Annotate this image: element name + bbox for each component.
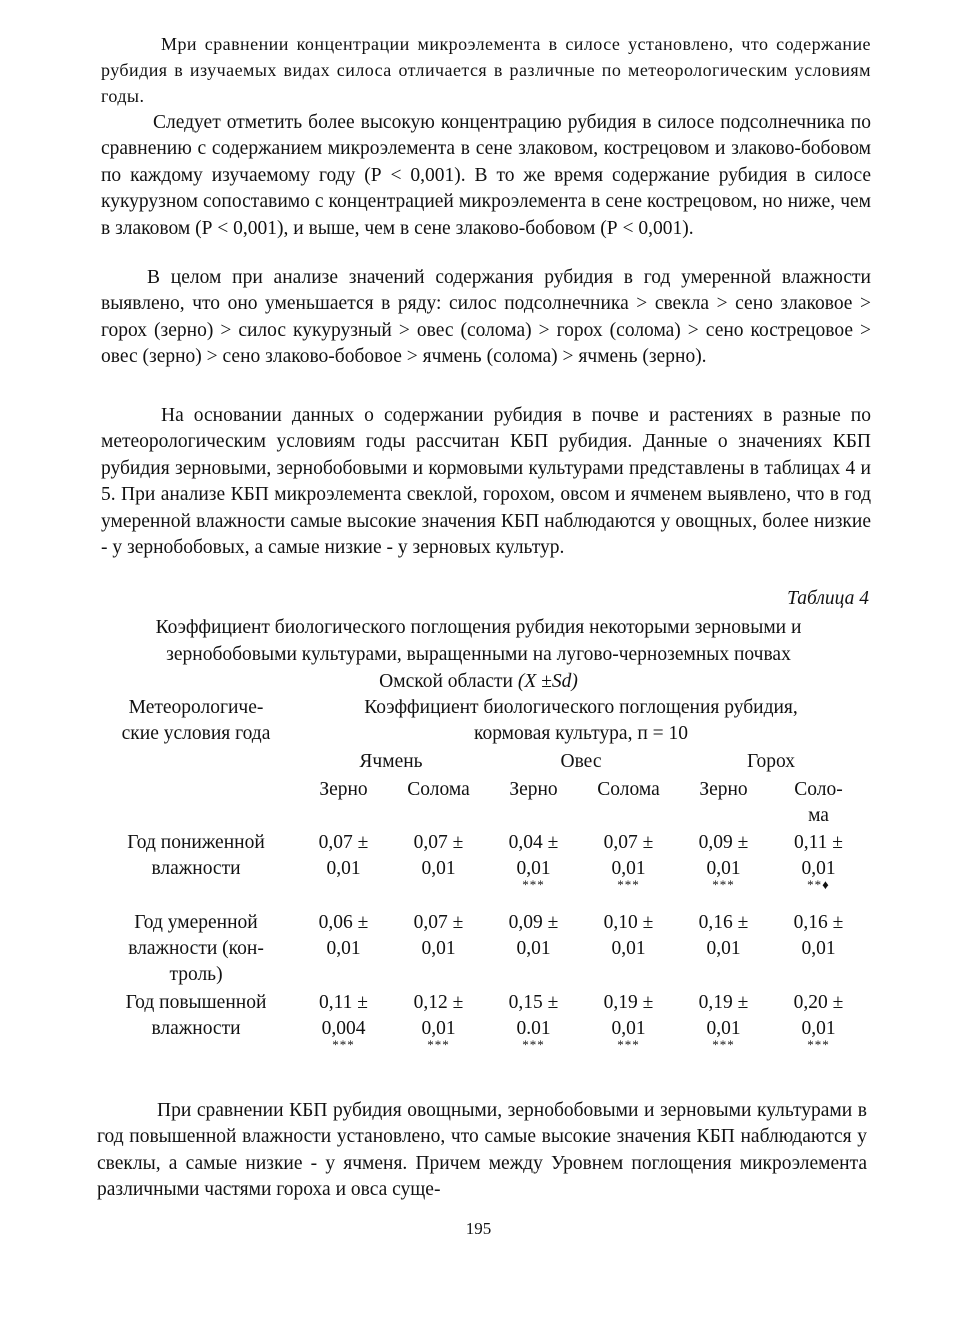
part-header-straw: Соло- bbox=[794, 779, 843, 800]
table-cell-mean: 0,11 ± bbox=[794, 832, 843, 853]
table-cell-mean: 0,10 ± bbox=[603, 912, 654, 933]
table-cell-sd: 0,01 bbox=[611, 858, 646, 879]
row-header-line-2: ские условия года bbox=[121, 723, 271, 744]
part-header-grain: Зерно bbox=[699, 779, 748, 800]
significance-marker: *** bbox=[807, 1037, 830, 1052]
table-cell-sd: 0,01 bbox=[421, 1018, 456, 1039]
significance-marker: *** bbox=[617, 877, 640, 892]
table-caption-line-1: Коэффициент биологического поглощения рубидия некоторыми зерновыми и bbox=[155, 617, 802, 638]
significance-marker: *** bbox=[712, 1037, 735, 1052]
paragraph-1: Мри сравнении концентрации микроэлемента в силосе установлено, что содержание рубидия в изучаемых видах силоса отличается в различные по метеорологическим условиям годы. bbox=[101, 34, 871, 106]
table-cell-sd: 0.01 bbox=[516, 1018, 551, 1039]
row-label: влажности bbox=[151, 858, 241, 879]
row-label: Год пониженной bbox=[127, 832, 265, 853]
row-label: влажности bbox=[151, 1018, 241, 1039]
row-label: троль) bbox=[169, 964, 223, 985]
table-cell-mean: 0,06 ± bbox=[318, 912, 369, 933]
table-caption bbox=[80, 614, 877, 695]
significance-marker: *** bbox=[522, 1037, 545, 1052]
column-header-line-2: кормовая культура, п = 10 bbox=[473, 723, 689, 744]
significance-marker: *** bbox=[522, 877, 545, 892]
row-label: Год повышенной bbox=[125, 992, 267, 1013]
table-cell-sd: 0,01 bbox=[611, 1018, 646, 1039]
table-cell-mean: 0,09 ± bbox=[508, 912, 559, 933]
row-label: Год умеренной bbox=[134, 912, 258, 933]
table-cell-mean: 0,07 ± bbox=[413, 912, 464, 933]
table-cell-mean: 0,09 ± bbox=[698, 832, 749, 853]
table-cell-sd: 0,01 bbox=[326, 938, 361, 959]
table-cell-mean: 0,07 ± bbox=[413, 832, 464, 853]
significance-marker: **♦ bbox=[807, 877, 830, 892]
part-header-straw: Солома bbox=[407, 779, 470, 800]
table-cell-sd: 0,01 bbox=[421, 858, 456, 879]
table-cell-sd: 0,01 bbox=[421, 938, 456, 959]
table-cell-sd: 0,01 bbox=[801, 938, 836, 959]
part-header-grain: Зерно bbox=[319, 779, 368, 800]
table-cell-mean: 0,19 ± bbox=[603, 992, 654, 1013]
table-caption-line-2: зернобобовыми культурами, выращенными на лугово-черноземных почвах bbox=[166, 644, 791, 665]
table-caption-line-3: Омской области (X ±Sd) bbox=[379, 671, 578, 692]
table-cell-mean: 0,07 ± bbox=[603, 832, 654, 853]
paragraph-4: На основании данных о содержании рубидия в почве и растениях в разные по метеорологическим условиям годы рассчитан КБП рубидия. Данные о значениях КБП рубидия зерновыми, зернобобовыми и кормовыми культурами представлены в таблицах 4 и 5. При анализе КБП микроэлемента свеклой, горохом, овсом и ячменем выявлено, что в год умеренной влажности самые высокие значения КБП наблюдаются у овощных, более низкие - у зернобобовых, а самые низкие - у зерновых культур. bbox=[101, 405, 871, 559]
table-cell-sd: 0,004 bbox=[321, 1018, 366, 1039]
table-cell-sd: 0,01 bbox=[326, 858, 361, 879]
table-cell-sd: 0,01 bbox=[801, 1018, 836, 1039]
paragraph-3: В целом при анализе значений содержания рубидия в год умеренной влажности выявлено, что оно уменьшается в ряду: силос подсолнечника > свекла > сено злаковое > горох (зерно) > силос кукурузный > овес (солома) > горох (солома) > сено кострецовое > овес (зерно) > сено злаково-бобовое > ячмень (солома) > ячмень (зерно). bbox=[101, 267, 871, 368]
table-cell-sd: 0,01 bbox=[516, 858, 551, 879]
table-cell-sd: 0,01 bbox=[516, 938, 551, 959]
table-cell-mean: 0,07 ± bbox=[318, 832, 369, 853]
table-cell-sd: 0,01 bbox=[706, 858, 741, 879]
table-cell-mean: 0,19 ± bbox=[698, 992, 749, 1013]
table-cell-mean: 0,12 ± bbox=[413, 992, 464, 1013]
table-cell-sd: 0,01 bbox=[801, 858, 836, 879]
significance-marker: *** bbox=[712, 877, 735, 892]
part-header-straw: Солома bbox=[597, 779, 660, 800]
part-header-straw-cont: ма bbox=[808, 805, 829, 826]
row-header-line-1: Метеорологиче- bbox=[128, 697, 264, 718]
table-number-label: Таблица 4 bbox=[787, 588, 869, 609]
crop-header-barley: Ячмень bbox=[359, 751, 423, 772]
table-cell-mean: 0,04 ± bbox=[508, 832, 559, 853]
table-cell-mean: 0,11 ± bbox=[319, 992, 368, 1013]
crop-header-peas: Горох bbox=[746, 751, 796, 772]
table-cell-mean: 0,20 ± bbox=[793, 992, 844, 1013]
significance-marker: *** bbox=[332, 1037, 355, 1052]
page-number: 195 bbox=[465, 1219, 492, 1238]
table-cell-sd: 0,01 bbox=[611, 938, 646, 959]
table-cell-mean: 0,15 ± bbox=[508, 992, 559, 1013]
table-cell-mean: 0,16 ± bbox=[698, 912, 749, 933]
paragraph-5: При сравнении КБП рубидия овощными, зернобобовыми и зерновыми культурами в год повышенной влажности установлено, что самые высокие значения КБП наблюдаются у свеклы, а самые низкие - у ячменя. Причем между Уровнем поглощения микроэлемента различными частями гороха и овса суще- bbox=[97, 1100, 867, 1201]
significance-marker: *** bbox=[427, 1037, 450, 1052]
table-caption-formula: (X ±Sd) bbox=[517, 671, 578, 692]
table-cell-sd: 0,01 bbox=[706, 938, 741, 959]
column-header-line-1: Коэффициент биологического поглощения рубидия, bbox=[364, 697, 798, 718]
table-cell-mean: 0,16 ± bbox=[793, 912, 844, 933]
table-cell-sd: 0,01 bbox=[706, 1018, 741, 1039]
part-header-grain: Зерно bbox=[509, 779, 558, 800]
paragraph-2: Следует отметить более высокую концентрацию рубидия в силосе подсолнечника по сравнению с содержанием микроэлемента в сене злаковом, кострецовом и злаково-бобовом по каждому изучаемому году (Р < 0,001). В то же время содержание рубидия в силосе кукурузном сопоставимо с концентрацией микроэлемента в сене кострецовом, но ниже, чем в злаковом (Р < 0,001), и выше, чем в сене злаково-бобовом (Р < 0,001). bbox=[101, 112, 871, 239]
row-label: влажности (кон- bbox=[128, 938, 264, 959]
significance-marker: *** bbox=[617, 1037, 640, 1052]
crop-header-oats: Овес bbox=[560, 751, 602, 772]
